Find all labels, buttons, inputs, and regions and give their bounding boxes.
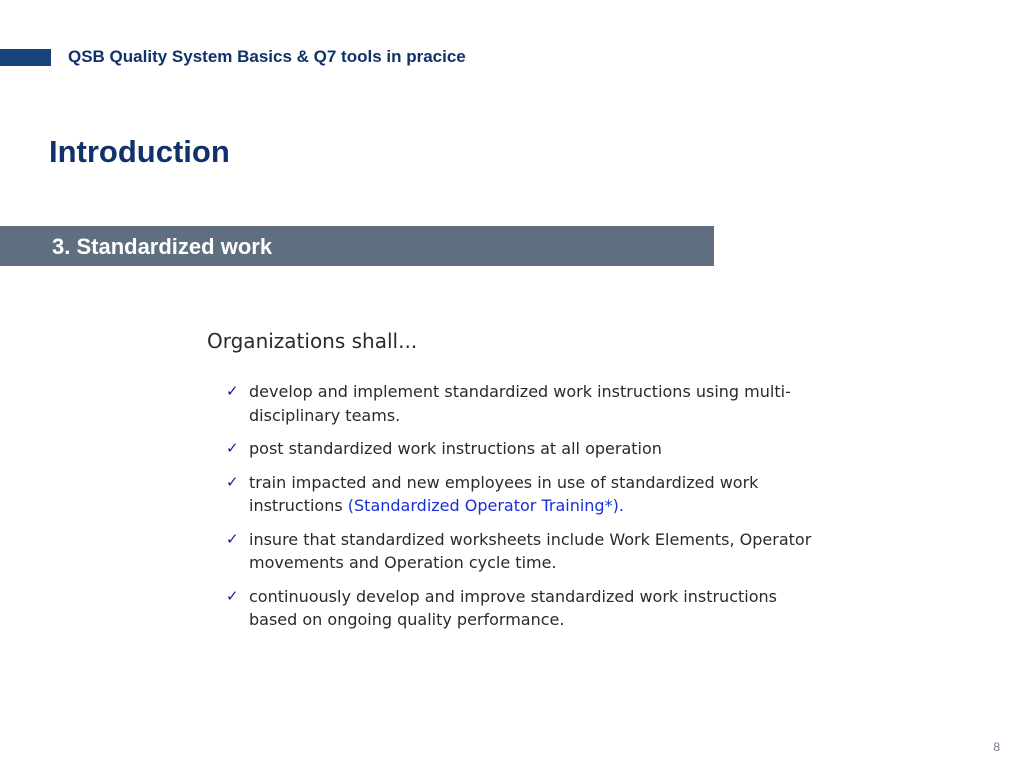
- list-item: [207, 380, 829, 427]
- checkmark-icon: ✓: [226, 439, 239, 457]
- presentation-title: QSB Quality System Basics & Q7 tools in pracice: [68, 47, 466, 66]
- slide-title: Introduction: [49, 134, 230, 169]
- bullet-text: post standardized work instructions at all operation: [249, 439, 662, 458]
- bullet-list: [207, 380, 847, 632]
- bullet-text: train impacted and new employees in use of standardized work instructions: [249, 472, 759, 515]
- operator-training-link[interactable]: (Standardized Operator Training*).: [347, 496, 624, 515]
- list-item: [207, 471, 829, 518]
- checkmark-icon: ✓: [226, 382, 239, 400]
- page-number: 8: [993, 740, 1000, 754]
- header-accent-bar: [0, 49, 51, 66]
- list-item: [207, 528, 829, 575]
- bullet-text: continuously develop and improve standardized work instructions based on ongoing quality performance.: [249, 586, 777, 629]
- list-item: [207, 585, 829, 632]
- content-block: [207, 327, 847, 642]
- checkmark-icon: ✓: [226, 529, 239, 548]
- checkmark-icon: ✓: [226, 472, 239, 491]
- section-bar: [0, 226, 714, 266]
- list-item: [207, 437, 829, 461]
- bullet-text: develop and implement standardized work instructions using multi-disciplinary teams.: [249, 382, 791, 425]
- section-label: 3. Standardized work: [52, 234, 273, 259]
- checkmark-icon: ✓: [226, 586, 239, 605]
- lead-text: Organizations shall...: [207, 329, 418, 353]
- bullet-text: insure that standardized worksheets include Work Elements, Operator movements and Operation cycle time.: [249, 529, 812, 572]
